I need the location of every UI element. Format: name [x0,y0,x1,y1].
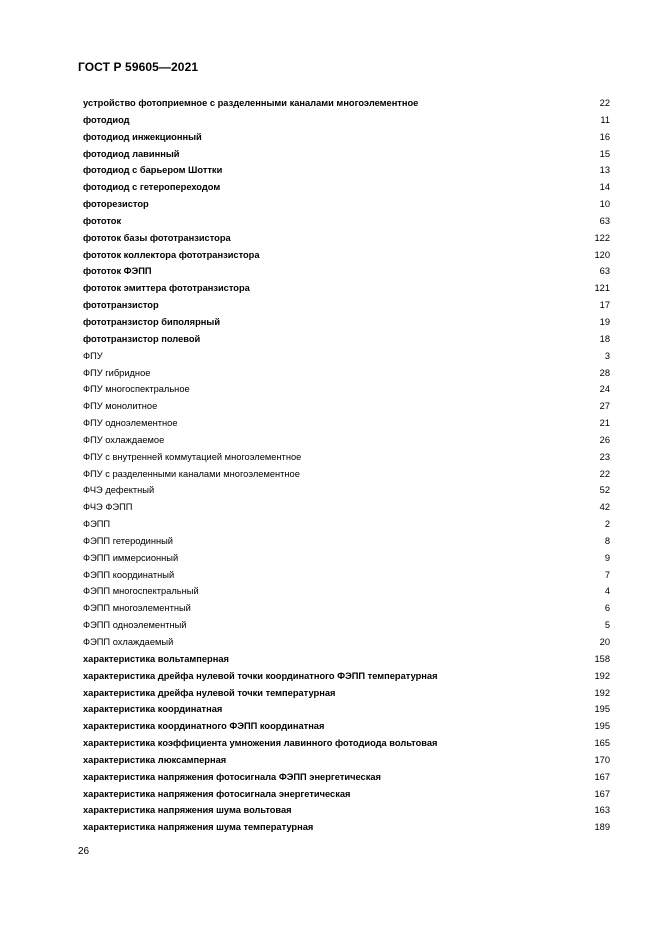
index-page-ref: 26 [599,434,610,445]
index-page-ref: 165 [594,738,610,749]
index-page-ref: 5 [604,620,610,631]
index-page-ref: 4 [604,586,610,597]
index-page-ref: 14 [599,182,610,193]
index-term: ФЧЭ дефектный [83,485,155,496]
index-entry [83,550,610,567]
index-term: фототок базы фототранзистора [83,232,231,243]
index-page-ref: 192 [594,670,610,681]
index-page-ref: 22 [599,468,610,479]
index-term: фототок коллектора фототранзистора [83,249,260,260]
index-entry [83,600,610,617]
index-entry [83,112,610,129]
index-entry [83,752,610,769]
index-term: фоторезистор [83,199,149,210]
index-entry [83,398,610,415]
index-entry [83,786,610,803]
index-term: ФЧЭ ФЭПП [83,502,133,513]
index-term: характеристика дрейфа нулевой точки температурная [83,687,336,698]
index-entry [83,735,610,752]
index-term: характеристика коэффициента умножения лавинного фотодиода вольтовая [83,738,438,749]
index-entry [83,95,610,112]
index-entry [83,432,610,449]
index-page-ref: 22 [599,98,610,108]
index-term: фототок эмиттера фототранзистора [83,283,250,294]
index-term: устройство фотоприемное с разделенными каналами многоэлементное [83,98,419,108]
index-page-ref: 18 [599,333,610,344]
index-page-ref: 21 [599,418,610,429]
index-page-ref: 20 [599,637,610,647]
index-term: ФЭПП одноэлементный [83,620,187,631]
index-page-ref: 24 [599,384,610,395]
index-term: фотодиод с гетеропереходом [83,182,221,193]
index-entry [83,482,610,499]
index-entry [83,297,610,314]
index-entry [83,129,610,146]
index-page-ref: 27 [599,401,610,412]
index-entry [83,533,610,550]
index-entry [83,314,610,331]
page-number: 26 [78,846,90,857]
index-page-ref: 52 [599,485,610,496]
index-term: фотодиод [83,114,130,125]
index-page-ref: 10 [599,199,610,210]
index-entry [83,348,610,365]
index-page-ref: 11 [600,114,610,125]
index-page-ref: 189 [594,822,610,833]
index-term: ФЭПП иммерсионный [83,552,179,563]
index-entry [83,331,610,348]
index-term: фотодиод лавинный [83,148,180,159]
index-term: ФЭПП координатный [83,569,175,580]
index-entry [83,769,610,786]
index-page-ref: 8 [604,535,610,546]
index-entry [83,449,610,466]
index-page-ref: 163 [594,805,610,816]
index-page-ref: 42 [599,502,610,513]
index-term: характеристика напряжения шума температурная [83,822,314,833]
index-entry [83,651,610,668]
index-page-ref: 7 [604,569,610,580]
index-entry [83,685,610,702]
index-entry [83,567,610,584]
index-entry [83,701,610,718]
index-page-ref: 192 [594,687,610,698]
index-page-ref: 13 [599,165,610,176]
index-entry [83,247,610,264]
index-page-ref: 63 [599,266,610,277]
index-entry [83,280,610,297]
index-entry [83,162,610,179]
index-entry [83,196,610,213]
index-entry [83,583,610,600]
index-page-ref: 19 [599,316,610,327]
index-entry [83,466,610,483]
alphabetical-index-list [83,95,610,836]
index-term: характеристика напряжения шума вольтовая [83,805,292,816]
index-page-ref: 17 [599,300,610,311]
index-term: фототок [83,215,122,226]
index-term: фотодиод с барьером Шоттки [83,165,223,176]
index-page-ref: 120 [594,249,610,260]
index-term: ФПУ охлаждаемое [83,434,165,445]
index-page-ref: 170 [594,754,610,765]
index-term: ФПУ с разделенными каналами многоэлементное [83,468,300,479]
index-page-ref: 122 [594,232,610,243]
index-term: фототранзистор [83,300,159,311]
index-entry [83,381,610,398]
index-page-ref: 9 [604,552,610,563]
index-term: характеристика люксамперная [83,754,227,765]
index-term: характеристика координатная [83,704,223,715]
index-page-ref: 23 [599,451,610,462]
index-term: ФЭПП многоспектральный [83,586,199,597]
index-entry [83,213,610,230]
index-term: ФПУ монолитное [83,401,158,412]
index-page-ref: 16 [599,131,610,142]
index-entry [83,230,610,247]
index-term: фотодиод инжекционный [83,131,202,142]
index-term: фототранзистор биполярный [83,316,221,327]
index-entry [83,802,610,819]
index-term: характеристика координатного ФЭПП координатная [83,721,325,732]
index-term: ФЭПП охлаждаемый [83,637,174,647]
index-page-ref: 158 [594,653,610,664]
index-page-ref: 2 [604,519,610,530]
index-page-ref: 167 [594,788,610,799]
index-entry [83,668,610,685]
index-page-ref: 195 [594,704,610,715]
index-entry [83,146,610,163]
index-entry [83,634,610,651]
index-page-ref: 6 [604,603,610,614]
document-header: ГОСТ Р 59605—2021 [78,60,199,74]
index-entry [83,415,610,432]
index-term: характеристика вольтамперная [83,653,229,664]
index-term: фототранзистор полевой [83,333,201,344]
index-entry [83,819,610,836]
index-term: характеристика дрейфа нулевой точки координатного ФЭПП температурная [83,670,438,681]
index-page-ref: 121 [594,283,610,294]
index-term: характеристика напряжения фотосигнала энергетическая [83,788,351,799]
index-page-ref: 28 [599,367,610,378]
index-term: ФПУ гибридное [83,367,151,378]
index-entry [83,516,610,533]
index-page-ref: 195 [594,721,610,732]
index-entry [83,617,610,634]
index-term: характеристика напряжения фотосигнала ФЭПП энергетическая [83,771,381,782]
index-page-ref: 15 [599,148,610,159]
index-term: ФЭПП гетеродинный [83,535,173,546]
index-term: ФПУ многоспектральное [83,384,190,395]
index-entry [83,499,610,516]
index-entry [83,718,610,735]
index-entry [83,365,610,382]
index-page-ref: 63 [599,215,610,226]
index-entry [83,179,610,196]
index-term: фототок ФЭПП [83,266,152,277]
index-term: ФПУ с внутренней коммутацией многоэлементное [83,451,302,462]
index-entry [83,263,610,280]
index-term: ФЭПП многоэлементный [83,603,191,614]
index-page-ref: 3 [604,350,610,361]
index-term: ФЭПП [83,519,111,530]
index-page-ref: 167 [594,771,610,782]
index-term: ФПУ одноэлементное [83,418,178,429]
index-term: ФПУ [83,350,103,361]
